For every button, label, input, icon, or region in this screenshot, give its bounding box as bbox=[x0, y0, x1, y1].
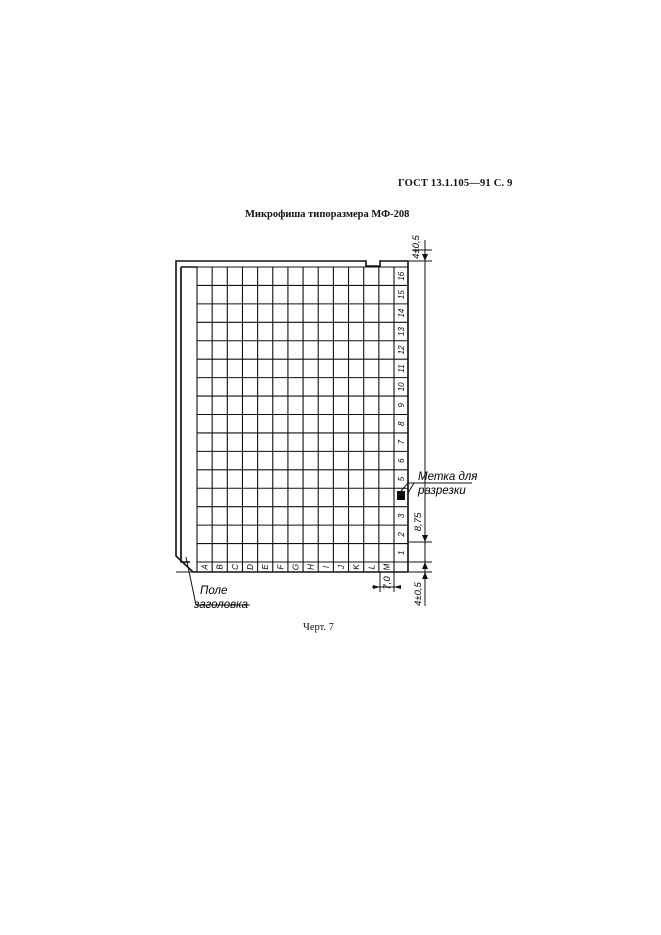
column-letter: E bbox=[261, 564, 271, 570]
row-number: 3 bbox=[397, 513, 406, 519]
row-number: 12 bbox=[397, 345, 406, 355]
row-number: 4 bbox=[397, 495, 406, 500]
row-number: 11 bbox=[397, 364, 406, 373]
row-number: 9 bbox=[397, 403, 406, 408]
column-letter: I bbox=[321, 565, 331, 569]
row-number: 16 bbox=[397, 271, 406, 281]
column-letter: M bbox=[382, 563, 392, 571]
column-letter: L bbox=[367, 564, 377, 570]
dimension-top-tolerance: 4±0,5 bbox=[411, 235, 422, 259]
frame-grid bbox=[176, 267, 408, 572]
row-number: 14 bbox=[397, 308, 406, 318]
header-field-label-line1: Поле bbox=[200, 585, 228, 597]
dimension-row-pitch: 8,75 bbox=[413, 512, 424, 532]
column-letter: J bbox=[336, 565, 346, 569]
dimension-col-width: 7,0 bbox=[382, 576, 393, 590]
column-letter: C bbox=[230, 564, 240, 570]
column-letter: D bbox=[246, 564, 256, 570]
figure-title: Микрофиша типоразмера МФ-208 bbox=[245, 209, 410, 220]
header-field-label-line2: заголовка bbox=[194, 599, 249, 611]
column-letters bbox=[201, 563, 392, 570]
column-letter: F bbox=[276, 564, 286, 570]
row-number: 10 bbox=[397, 382, 406, 392]
row-number: 5 bbox=[397, 476, 406, 482]
row-number: 6 bbox=[397, 458, 406, 463]
dimension-bottom-tolerance: 4±0,5 bbox=[413, 582, 424, 606]
cut-mark-label-line1: Метка для bbox=[418, 471, 478, 483]
row-number: 15 bbox=[397, 290, 406, 300]
column-letter: A bbox=[200, 564, 210, 570]
row-number: 2 bbox=[397, 532, 406, 537]
standard-reference: ГОСТ 13.1.105—91 С. 9 bbox=[398, 178, 513, 189]
row-number: 1 bbox=[397, 550, 406, 556]
figure-caption: Черт. 7 bbox=[303, 622, 334, 633]
row-number: 7 bbox=[397, 439, 406, 445]
cut-mark-label-line2: разрезки bbox=[418, 485, 466, 497]
row-number: 13 bbox=[397, 327, 406, 336]
row-number: 8 bbox=[397, 421, 406, 426]
column-letter: K bbox=[352, 564, 362, 570]
column-letter: G bbox=[291, 563, 301, 571]
row-numbers bbox=[397, 271, 406, 555]
column-letter: B bbox=[215, 564, 225, 570]
column-letter: H bbox=[306, 564, 316, 570]
